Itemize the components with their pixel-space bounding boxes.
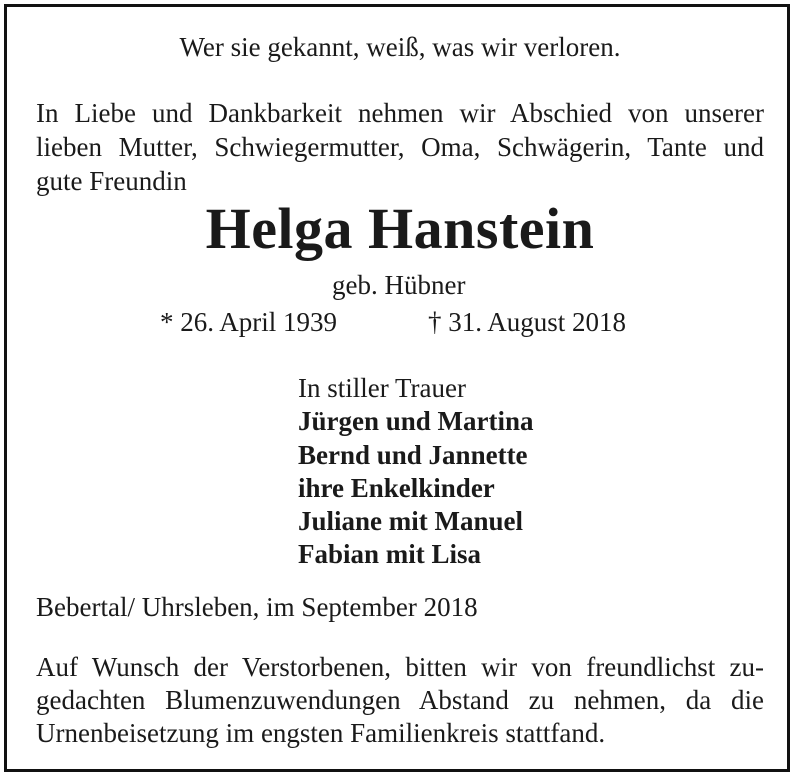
place-date: Bebertal/ Uhrsleben, im September 2018	[36, 592, 478, 622]
deceased-name: Helga Hanstein	[205, 196, 595, 261]
intro-line-1: In Liebe und Dankbarkeit nehmen wir Abschied von unserer	[36, 98, 764, 128]
motto: Wer sie gekannt, weiß, was wir verloren.	[179, 32, 621, 62]
death-date: † 31. August 2018	[428, 307, 627, 337]
mourner-name: Juliane mit Manuel	[298, 506, 524, 536]
mourning-heading: In stiller Trauer	[298, 373, 466, 403]
birth-name: geb. Hübner	[332, 270, 466, 300]
mourner-name: Jürgen und Martina	[298, 406, 534, 436]
note-line-1: Auf Wunsch der Verstorbenen, bitten wir von freundlichst zu-	[36, 652, 764, 682]
mourner-name: Fabian mit Lisa	[298, 539, 482, 569]
note-line-3: Urnenbeisetzung im engsten Familienkreis stattfand.	[36, 718, 606, 748]
intro-line-2: lieben Mutter, Schwiegermutter, Oma, Schwägerin, Tante und	[36, 132, 764, 162]
mourner-name: ihre Enkelkinder	[298, 473, 495, 503]
intro-line-3: gute Freundin	[36, 166, 187, 196]
mourner-name: Bernd und Jannette	[298, 440, 528, 470]
birth-date: * 26. April 1939	[160, 307, 338, 337]
note-line-2: gedachten Blumenzuwendungen Abstand zu nehmen, da die	[36, 685, 764, 715]
